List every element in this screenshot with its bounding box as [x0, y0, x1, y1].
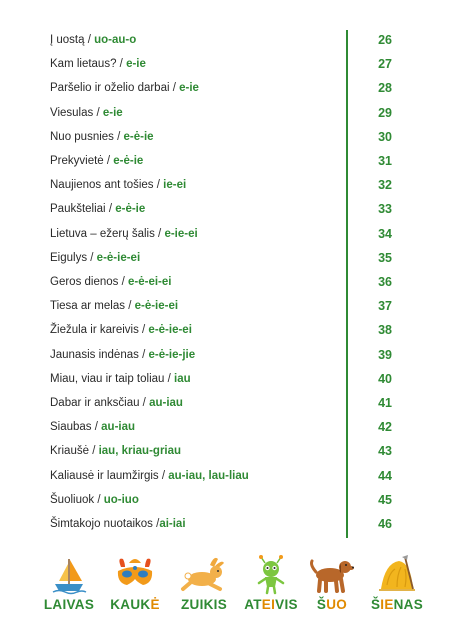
dog-icon — [308, 555, 356, 595]
toc-row — [0, 393, 453, 413]
word-ateivis — [238, 555, 304, 625]
exercise-letters: ai-iai — [159, 518, 186, 530]
rabbit-icon — [180, 555, 228, 595]
word-suo — [304, 555, 360, 625]
toc-title: Žiežula ir kareivis / e-ė-ie-ei — [50, 324, 192, 337]
toc-row — [0, 466, 453, 486]
toc-title: Nuo pusnies / e-ė-ie — [50, 130, 154, 143]
toc-row — [0, 490, 453, 510]
page-number: 38 — [378, 323, 392, 338]
page-number: 40 — [378, 371, 392, 386]
exercise-letters: au-iau — [101, 421, 136, 434]
toc-row — [0, 54, 453, 74]
exercise-letters: e-ė-ei-ei — [128, 276, 172, 288]
word-label: ŠUO — [316, 597, 348, 612]
toc-title: Kriaušė / iau, kriau-griau — [50, 445, 182, 458]
exercise-letters: uo-iuo — [103, 493, 139, 506]
page-number: 39 — [378, 347, 392, 362]
toc-title: Dabar ir anksčiau / au-iau — [50, 397, 183, 409]
page-number: 35 — [378, 250, 392, 265]
exercise-letters: e-ė-ie-ei — [134, 300, 179, 313]
page-number: 33 — [378, 202, 392, 217]
page-number: 30 — [378, 129, 392, 144]
exercise-letters: au-iau, lau-liau — [168, 469, 249, 482]
toc-row — [0, 30, 453, 50]
toc-title: Paukšteliai / e-ė-ie — [50, 203, 146, 216]
word-label: ŠIENAS — [370, 597, 424, 612]
exercise-letters: iau, kriau-griau — [98, 445, 182, 458]
toc-row — [0, 224, 453, 244]
toc-row — [0, 175, 453, 195]
toc-row — [0, 272, 453, 292]
page-number: 45 — [378, 492, 392, 507]
toc-row — [0, 199, 453, 219]
page-number: 44 — [378, 468, 392, 483]
exercise-letters: e-ie — [126, 58, 146, 71]
toc-title: Siaubas / au-iau — [50, 421, 136, 434]
toc-row — [0, 345, 453, 365]
page-number: 46 — [378, 517, 392, 531]
toc-row — [0, 369, 453, 389]
toc-title: Geros dienos / e-ė-ei-ei — [50, 276, 172, 288]
exercise-letters: e-ė-ie-ei — [96, 251, 141, 264]
page-number: 41 — [378, 396, 392, 410]
page-number: 26 — [378, 33, 392, 47]
word-label: LAIVAS — [43, 597, 95, 612]
alien-icon — [255, 555, 287, 595]
toc-title: Jaunasis indėnas / e-ė-ie-jie — [50, 348, 196, 361]
toc-row — [0, 78, 453, 98]
toc-row — [0, 296, 453, 316]
toc-title: Paršelio ir oželio darbai / e-ie — [50, 82, 199, 95]
toc-row — [0, 441, 453, 461]
word-label: KAUKĖ — [110, 597, 160, 612]
haystack-icon — [375, 555, 419, 595]
word-label: ZUIKIS — [180, 597, 228, 612]
page-number: 28 — [378, 81, 392, 96]
exercise-letters: e-ė-ie-ei — [148, 324, 192, 337]
word-kauke — [102, 555, 168, 625]
exercise-letters: e-ė-ie — [115, 203, 146, 216]
toc-row — [0, 127, 453, 147]
page-number: 36 — [378, 275, 392, 289]
page-number: 37 — [378, 299, 392, 314]
page-number: 29 — [378, 105, 392, 120]
word-zuikis — [168, 555, 240, 625]
toc-title: Kam lietaus? / e-ie — [50, 58, 146, 71]
exercise-letters: uo-au-o — [94, 34, 137, 46]
exercise-letters: e-ie-ei — [164, 227, 198, 240]
exercise-letters: iau — [174, 372, 191, 385]
divider-line — [346, 30, 348, 538]
toc-title: Šimtakojo nuotaikos /ai-iai — [50, 518, 186, 530]
exercise-letters: au-iau — [149, 397, 183, 409]
vocabulary-strip — [0, 555, 453, 625]
toc-title: Viesulas / e-ie — [50, 106, 123, 119]
page-number: 34 — [378, 226, 392, 241]
word-label: ATEIVIS — [244, 597, 298, 612]
toc-row — [0, 248, 453, 268]
toc-row — [0, 417, 453, 437]
toc-row — [0, 151, 453, 171]
toc-title: Šuoliuok / uo-iuo — [50, 493, 139, 506]
toc-title: Kaliausė ir laumžirgis / au-iau, lau-liau — [50, 469, 249, 482]
toc-title: Prekyvietė / e-ė-ie — [50, 155, 144, 167]
toc-title: Eigulys / e-ė-ie-ei — [50, 251, 141, 264]
page-number: 42 — [378, 420, 392, 435]
exercise-letters: e-ė-ie-jie — [148, 348, 196, 361]
carnival-mask-icon — [113, 555, 157, 595]
exercise-letters: e-ie — [179, 82, 199, 95]
toc-title: Lietuva – ežerų šalis / e-ie-ei — [50, 227, 198, 240]
exercise-letters: e-ė-ie — [113, 155, 144, 167]
toc-title: Tiesa ar melas / e-ė-ie-ei — [50, 300, 179, 313]
exercise-letters: e-ė-ie — [123, 130, 154, 143]
page-number: 32 — [378, 178, 392, 193]
page-number: 43 — [378, 444, 392, 459]
exercise-letters: ie-ei — [163, 179, 187, 192]
sailboat-icon — [49, 555, 89, 595]
page-number: 31 — [378, 154, 392, 168]
toc-title: Į uostą / uo-au-o — [50, 34, 137, 46]
toc-title: Miau, viau ir taip toliau / iau — [50, 372, 191, 385]
toc-title: Naujienos ant tošies / ie-ei — [50, 179, 187, 192]
word-laivas — [36, 555, 102, 625]
exercise-letters: e-ie — [102, 106, 123, 119]
toc-row — [0, 320, 453, 340]
page-number: 27 — [378, 57, 392, 72]
toc-row — [0, 103, 453, 123]
word-sienas — [360, 555, 434, 625]
toc-row — [0, 514, 453, 534]
